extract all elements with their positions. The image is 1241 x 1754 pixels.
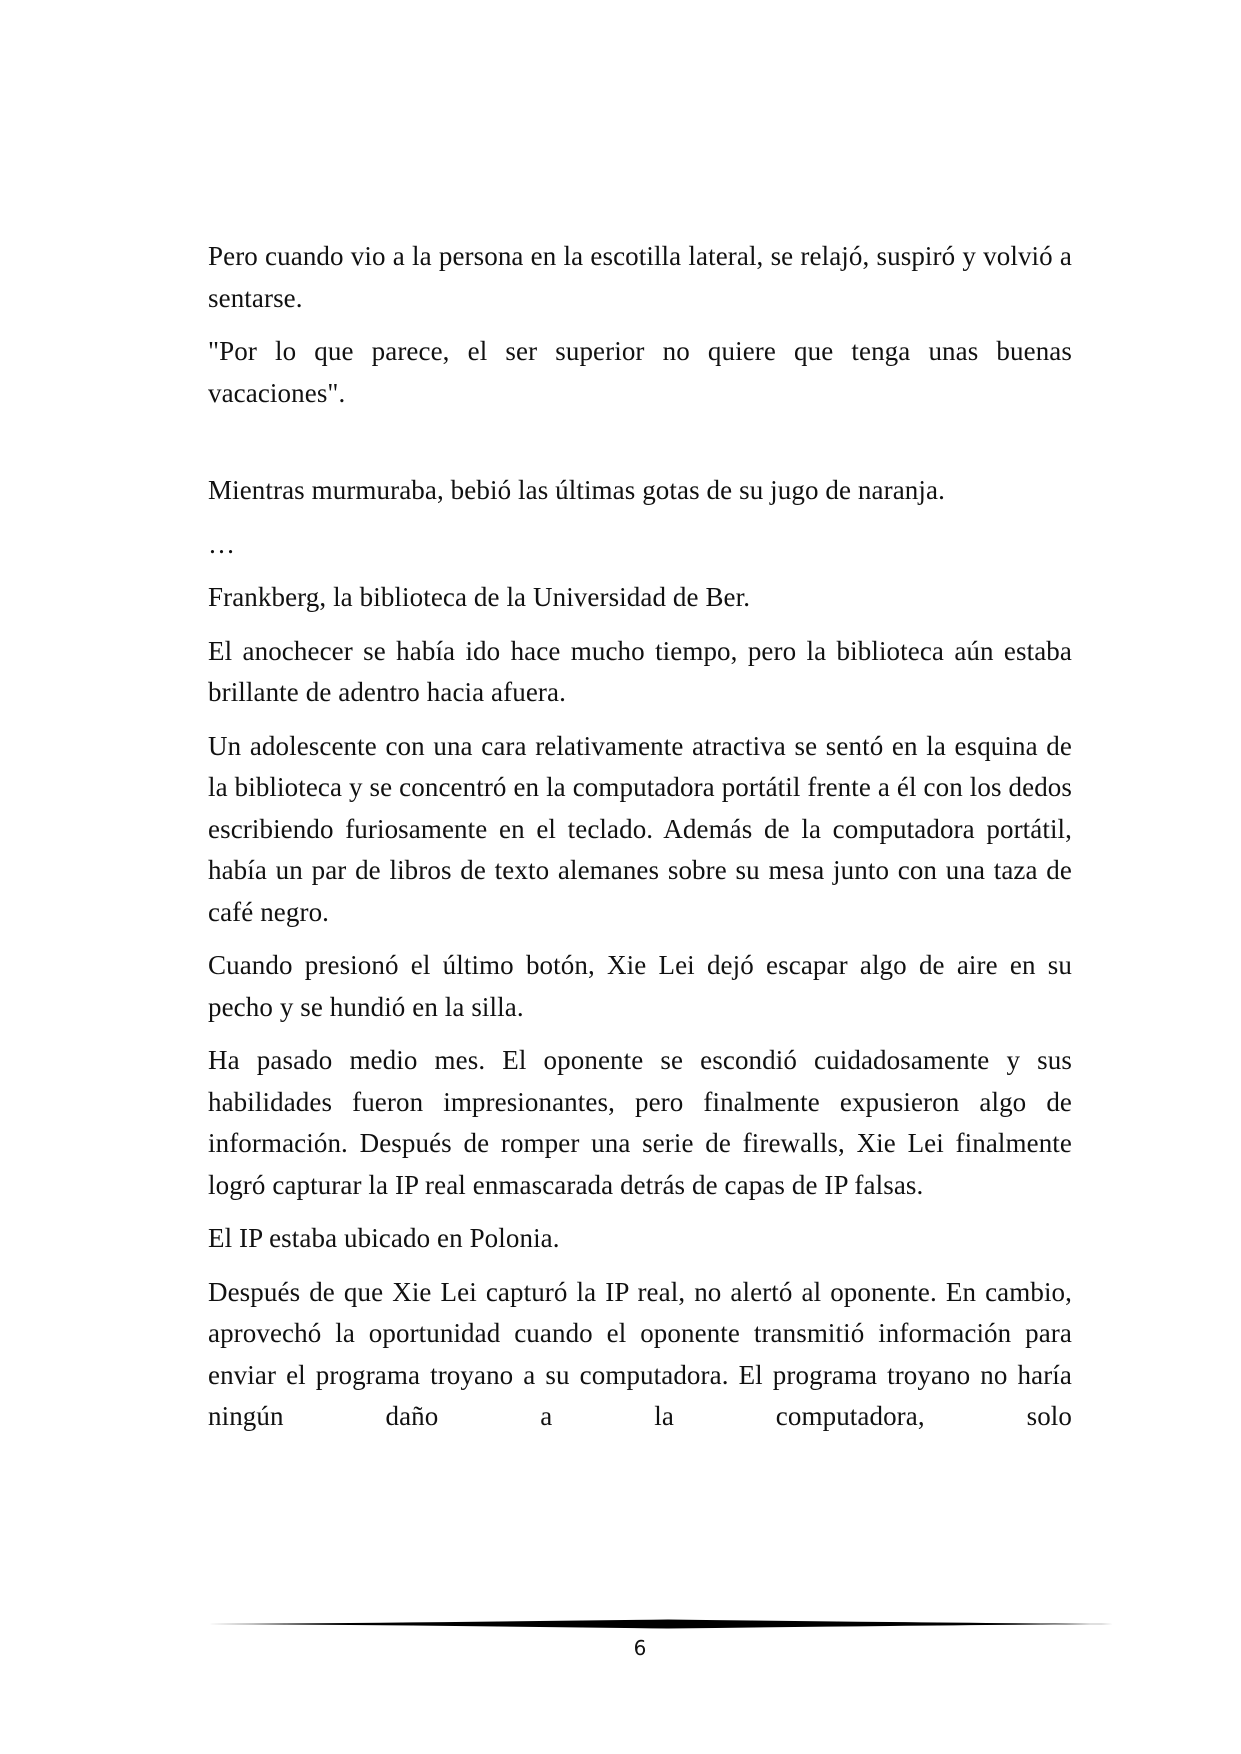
- paragraph: Frankberg, la biblioteca de la Universidad de Ber.: [208, 582, 751, 612]
- paragraph: Después de que Xie Lei capturó la IP real, no alertó al oponente. En cambio, aprovechó la oportunidad cuando el oponente transmitió información para enviar el programa troyano a su computadora. El programa troyano no haría ningún daño a la computadora, solo: [208, 1276, 1072, 1431]
- paragraph: Pero cuando vio a la persona en la escotilla lateral, se relajó, suspiró y volvió a sentarse.: [208, 241, 1072, 313]
- paragraph: El IP estaba ubicado en Polonia.: [208, 1223, 560, 1253]
- ellipsis-separator: …: [208, 528, 236, 559]
- footer-divider: [208, 1617, 1113, 1631]
- paragraph: Un adolescente con una cara relativamente atractiva se sentó en la esquina de la biblioteca y se concentró en la computadora portátil frente a él con los dedos escribiendo furiosamente en el teclado. Además de la computadora portátil, había un par de libros de texto alemanes sobre su mesa junto con una taza de café negro.: [208, 730, 1072, 927]
- page-body: [208, 236, 1072, 1450]
- paragraph: El anochecer se había ido hace mucho tiempo, pero la biblioteca aún estaba brillante de adentro hacia afuera.: [208, 635, 1072, 707]
- paragraph: "Por lo que parece, el ser superior no quiere que tenga unas buenas vacaciones".: [208, 336, 1072, 408]
- paragraph: Cuando presionó el último botón, Xie Lei dejó escapar algo de aire en su pecho y se hundió en la silla.: [208, 950, 1072, 1022]
- paragraph-gap: [208, 426, 1072, 470]
- paragraph: Ha pasado medio mes. El oponente se escondió cuidadosamente y sus habilidades fueron impresionantes, pero finalmente expusieron algo de información. Después de romper una serie de firewalls, Xie Lei finalmente logró capturar la IP real enmascarada detrás de capas de IP falsas.: [208, 1045, 1072, 1200]
- page-number: 6: [633, 1636, 647, 1660]
- paragraph: Mientras murmuraba, bebió las últimas gotas de su jugo de naranja.: [208, 475, 945, 505]
